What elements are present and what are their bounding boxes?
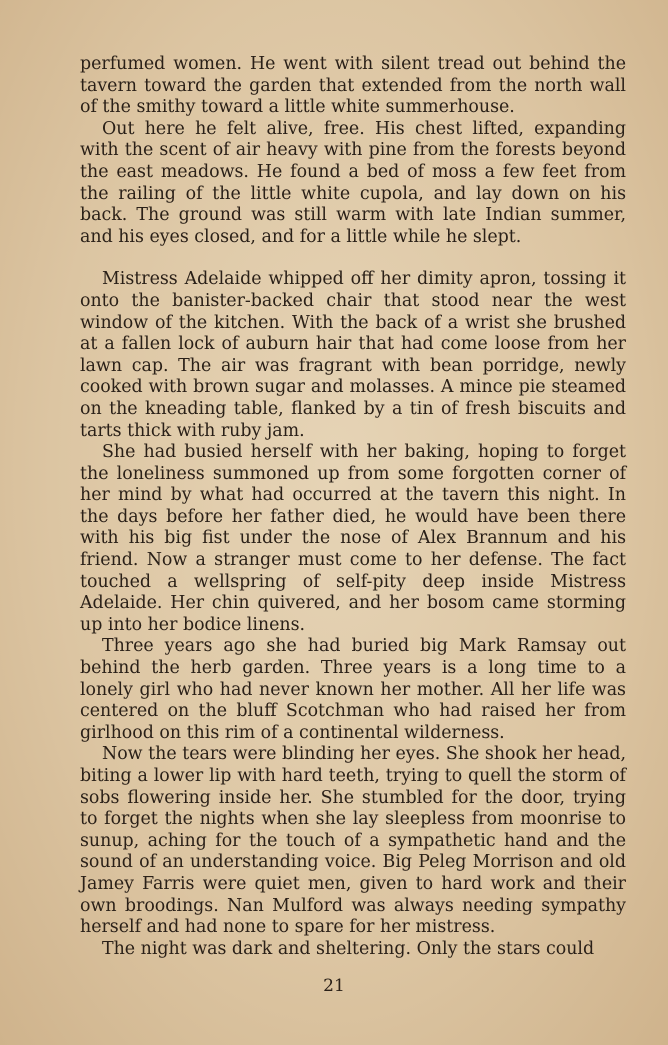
paragraph: Out here he felt alive, free. His chest lifted, expanding with the scent of air heavy with pine from the forests beyond the east meadows. He found a bed of moss a few feet from the railing of the little white cupola, and lay down on his back. The ground was still warm with late Indian summer, and his eyes closed, and for a little while he slept. <box>80 118 626 247</box>
paragraph: Mistress Adelaide whipped off her dimity apron, tossing it onto the banister-backed chair that stood near the west window of the kitchen. With the back of a wrist she brushed at a fallen lock of auburn hair that had come loose from her lawn cap. The air was fragrant with bean porridge, newly cooked with brown sugar and molasses. A mince pie steamed on the kneading table, flanked by a tin of fresh biscuits and tarts thick with ruby jam. <box>80 269 626 441</box>
paragraph: Now the tears were blinding her eyes. She shook her head, biting a lower lip with hard teeth, trying to quell the storm of sobs flowering inside her. She stumbled for the door, trying to forget the nights when she lay sleepless from moonrise to sunup, aching for the touch of a sympathetic hand and the sound of an understanding voice. Big Peleg Morrison and old Jamey Farris were quiet men, given to hard work and their own broodings. Nan Mulford was always needing sympathy herself and had none to spare for her mistress. <box>80 744 626 938</box>
body-text <box>80 54 626 960</box>
paragraph: She had busied herself with her baking, hoping to forget the loneliness summoned up from some forgotten corner of her mind by what had occurred at the tavern this night. In the days before her father died, he would have been there with his big fist under the nose of Alex Brannum and his friend. Now a stranger must come to her defense. The fact touched a wellspring of self-pity deep inside Mistress Adelaide. Her chin quivered, and her bosom came storming up into her bodice linens. <box>80 442 626 635</box>
paragraph: The night was dark and sheltering. Only the stars could <box>102 938 595 959</box>
paragraph: perfumed women. He went with silent tread out behind the tavern toward the garden that extended from the north wall of the smithy toward a little white summerhouse. <box>80 54 626 118</box>
paragraph: Three years ago she had buried big Mark Ramsay out behind the herb garden. Three years is a long time to a lonely girl who had never known her mother. All her life was centered on the bluff Scotchman who had raised her from girlhood on this rim of a continental wilderness. <box>80 636 626 743</box>
page-number: 21 <box>323 976 345 996</box>
